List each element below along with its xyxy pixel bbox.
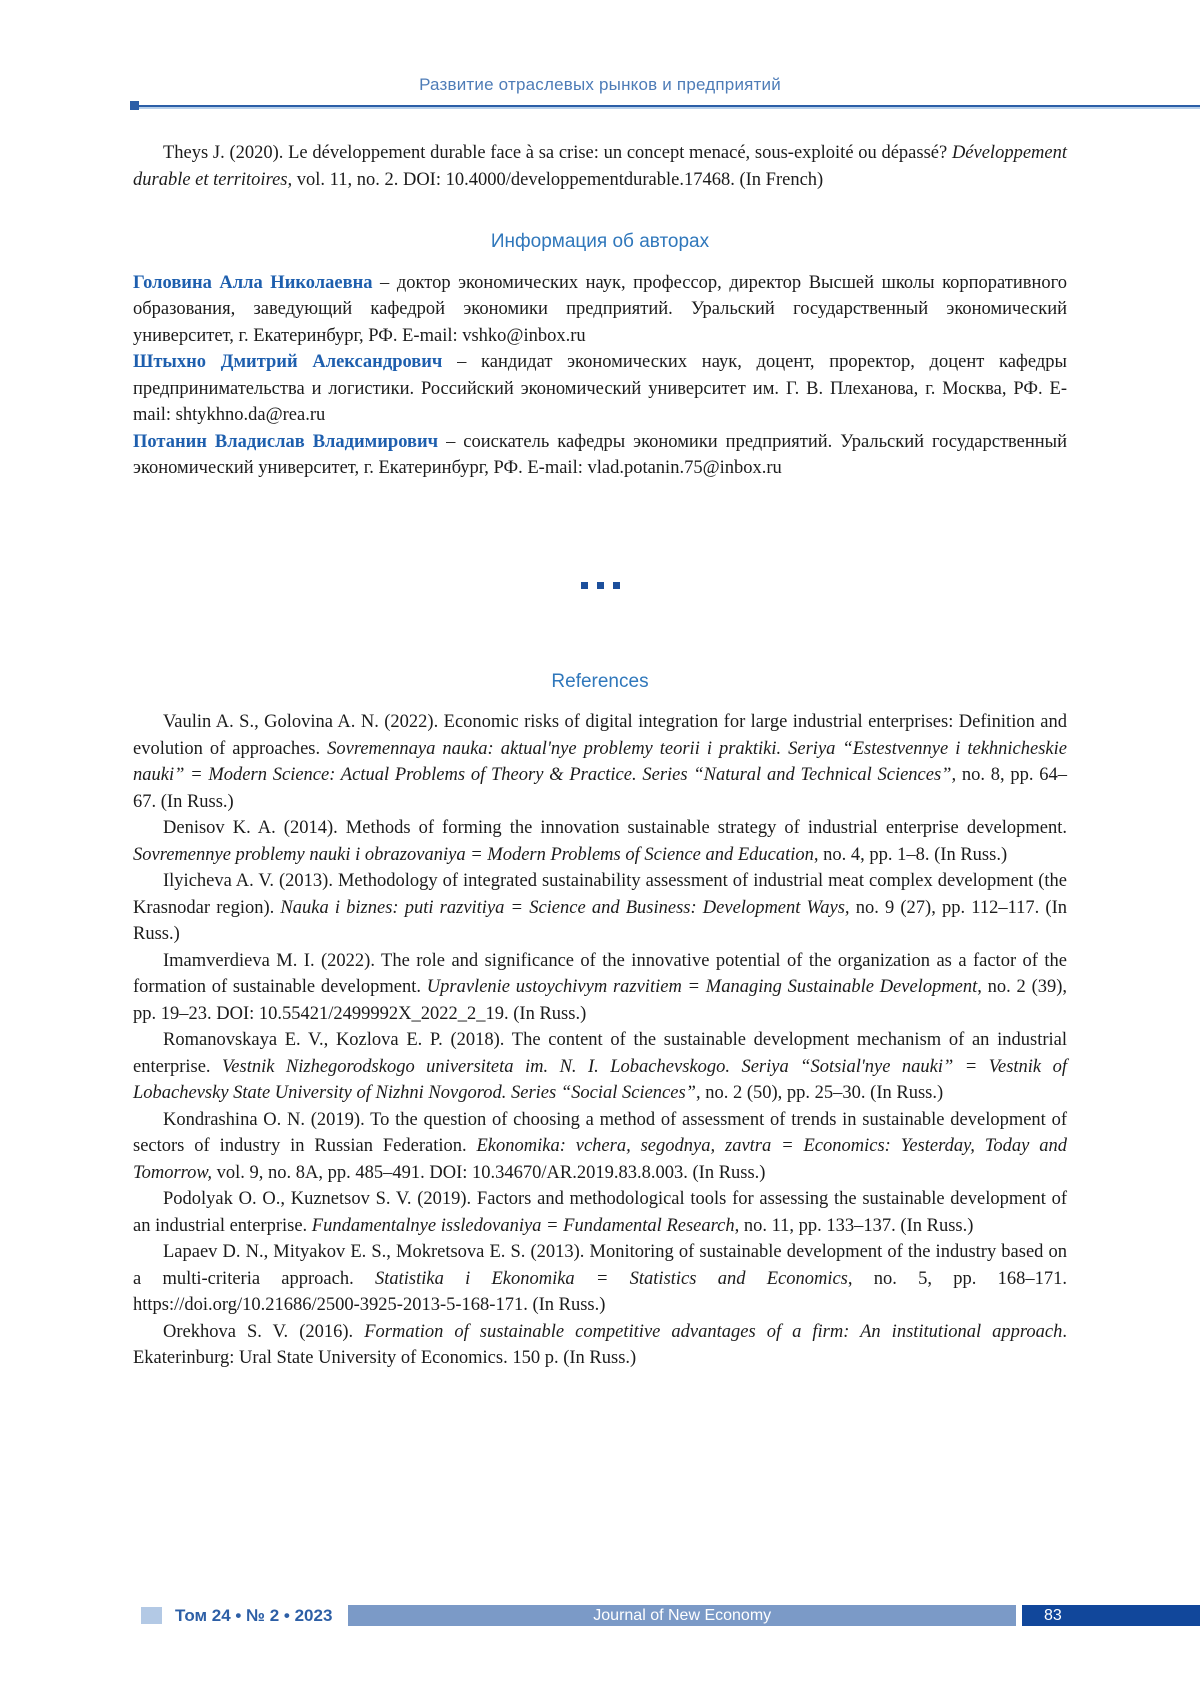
section-separator (133, 582, 1067, 589)
reference-entry: Ilyicheva A. V. (2013). Methodology of integrated sustainability assessment of industrial meat complex development (the Krasnodar region). Nauka i biznes: puti razvitiya = Science and Business: Development Ways, no. 9 (27), pp. 112–117. (In Russ.) (133, 871, 1068, 944)
author-entry-golovina: Головина Алла Николаевна – доктор экономических наук, профессор, директор Высшей школы корпоративного образования, заведующий кафедрой экономики предприятий. Уральский государственный экономический университет, г. Екатеринбург, РФ. E-mail: vshko@inbox.ru (133, 272, 1067, 346)
reference-entry: Imamverdieva M. I. (2022). The role and significance of the innovative potential of the organization as a factor of the formation of sustainable development. Upravlenie ustoychivym razvitiem = Managing Sustainable Development, no. 2 (39), pp. 19–23. DOI: 10.55421/2499992X_2022_2_19. (In Russ.) (133, 950, 1068, 1024)
page-number: 83 (1022, 1605, 1200, 1626)
reference-entry: Denisov K. A. (2014). Methods of forming the innovation sustainable strategy of industrial enterprise development. Sovremennye problemy nauki i obrazovaniya = Modern Problems of Science and Education, no. 4, pp. 1–8. (In Russ.) (133, 818, 1067, 865)
references-section-heading: References (551, 670, 649, 692)
author-entry-potanin: Потанин Владислав Владимирович – соискатель кафедры экономики предприятий. Уральский государственный экономический университет, г. Екатеринбург, РФ. E-mail: vlad.potanin.75@inbox.ru (133, 431, 1067, 478)
reference-entry-french: Theys J. (2020). Le développement durable face à sa crise: un concept menacé, sous-exploité ou dépassé? Développement durable et territoires, vol. 11, no. 2. DOI: 10.4000/developpementdurable.17468. (In French) (133, 143, 1067, 190)
reference-entry: Podolyak O. O., Kuznetsov S. V. (2019). Factors and methodological tools for assessing the sustainable development of an industrial enterprise. Fundamentalnye issledovaniya = Fundamental Research, no. 11, pp. 133–137. (In Russ.) (133, 1189, 1067, 1236)
reference-entry: Lapaev D. N., Mityakov E. S., Mokretsova E. S. (2013). Monitoring of sustainable development of the industry based on a multi-criteria approach. Statistika i Ekonomika = Statistics and Economics, no. 5, pp. 168–171. https://doi.org/10.21686/2500-3925-2013-5-168-171. (In Russ.) (133, 1242, 1067, 1315)
header-rule (130, 105, 1200, 109)
footer-accent-square-icon (141, 1607, 162, 1624)
page-footer (0, 1605, 1200, 1626)
separator-square-icon (613, 582, 620, 589)
separator-square-icon (581, 582, 588, 589)
reference-entry: Romanovskaya E. V., Kozlova E. P. (2018). The content of the sustainable development mechanism of an industrial enterprise. Vestnik Nizhegorodskogo universiteta im. N. I. Lobachevskogo. Seriya “Sotsial'nye nauki” = Vestnik of Lobachevsky State University of Nizhni Novgorod. Series “Social Sciences”, no. 2 (50), pp. 25–30. (In Russ.) (133, 1030, 1067, 1103)
page-content (133, 140, 1067, 1372)
separator-square-icon (597, 582, 604, 589)
journal-name-banner: Journal of New Economy (348, 1605, 1016, 1626)
header-rule-square-icon (130, 101, 139, 110)
reference-entry: Vaulin A. S., Golovina A. N. (2022). Economic risks of digital integration for large industrial enterprises: Definition and evolution of approaches. Sovremennaya nauka: aktual'nye problemy teorii i praktiki. Seriya “Estestvennye i tekhnicheskie nauki” = Modern Science: Actual Problems of Theory & Practice. Series “Natural and Technical Sciences”, no. 8, pp. 64–67. (In Russ.) (133, 712, 1068, 812)
header-rule-light-line (130, 107, 1200, 109)
reference-entry: Kondrashina O. N. (2019). To the question of choosing a method of assessment of trends in sustainable development of sectors of industry in Russian Federation. Ekonomika: vchera, segodnya, zavtra = Economics: Yesterday, Today and Tomorrow, vol. 9, no. 8A, pp. 485–491. DOI: 10.34670/AR.2019.83.8.003. (In Russ.) (133, 1109, 1067, 1183)
author-entry-shtykhno: Штыхно Дмитрий Александрович – кандидат экономических наук, доцент, проректор, доцент кафедры предпринимательства и логистики. Российский экономический университет им. Г. В. Плеханова, г. Москва, РФ. E-mail: shtykhno.da@rea.ru (133, 352, 1067, 425)
running-head: Развитие отраслевых рынков и предприятий (419, 75, 781, 94)
volume-issue-info: Том 24 • № 2 • 2023 (175, 1605, 333, 1625)
reference-entry: Orekhova S. V. (2016). Formation of sustainable competitive advantages of a firm: An institutional approach. Ekaterinburg: Ural State University of Economics. 150 p. (In Russ.) (133, 1321, 1067, 1368)
authors-section-heading: Информация об авторах (490, 231, 710, 252)
